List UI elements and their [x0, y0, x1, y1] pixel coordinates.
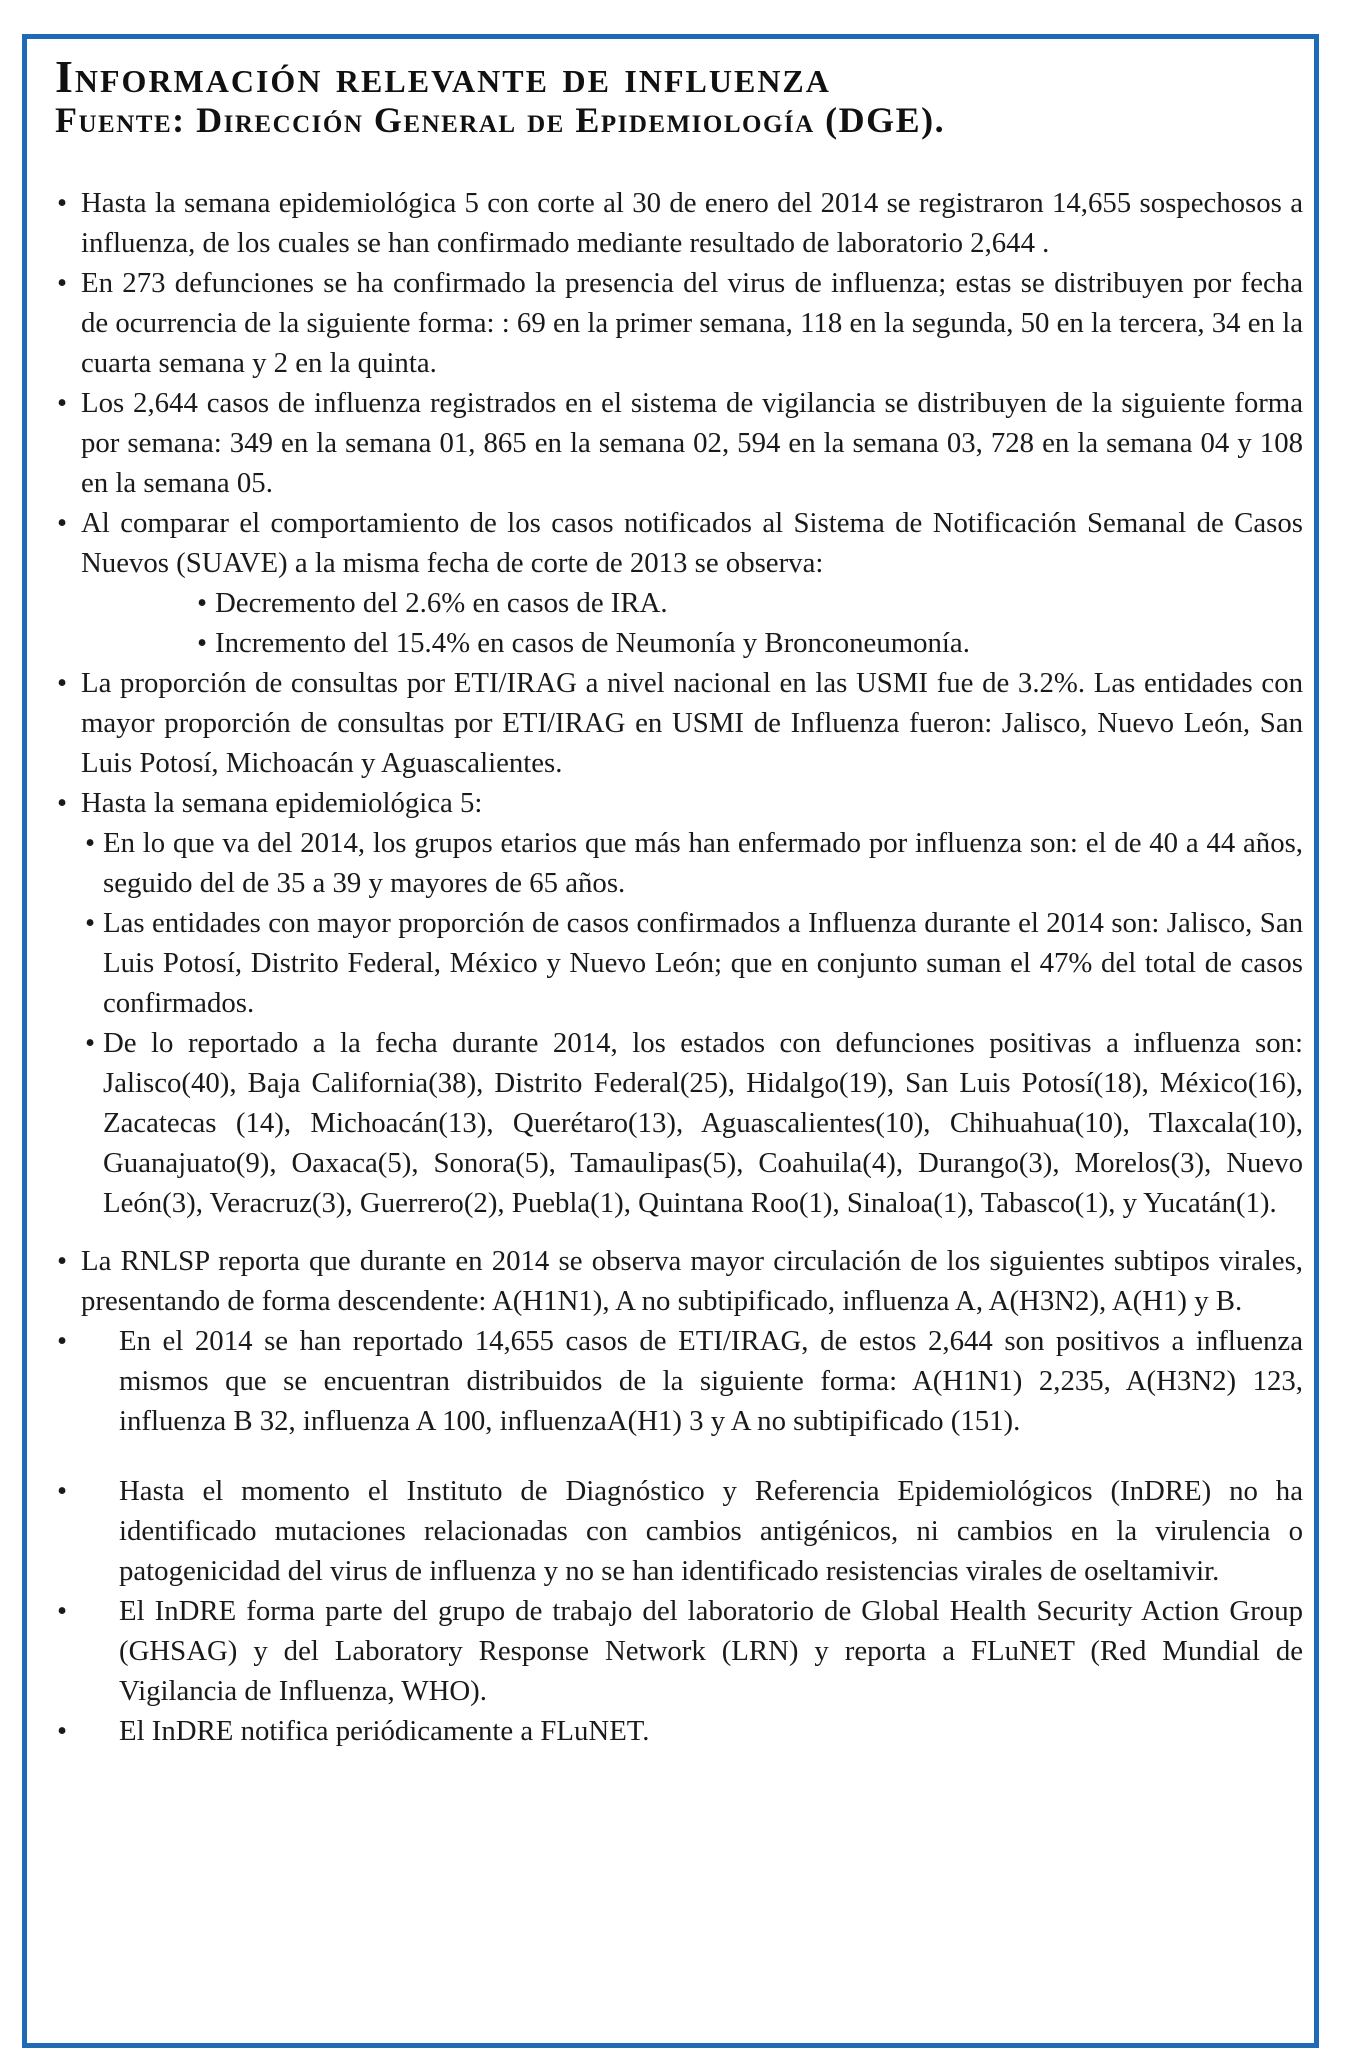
sub-list-item	[195, 583, 1303, 623]
panel-content	[55, 53, 1303, 1751]
list-item	[55, 183, 1303, 263]
list-item	[55, 1591, 1303, 1711]
bullet-icon: •	[85, 907, 96, 939]
list-item-text: El InDRE notifica periódicamente a FLuNET.	[119, 1715, 650, 1747]
list-item	[55, 1711, 1303, 1751]
bullet-icon: •	[57, 1475, 68, 1507]
bullet-list	[55, 183, 1303, 1751]
list-item-text: La proporción de consultas por ETI/IRAG a nivel nacional en las USMI fue de 3.2%. Las entidades con mayor proporción de consultas por ETI/IRAG en USMI de Influenza fueron: Jalisco, Nuevo León, San Luis Potosí, Michoacán y Aguascalientes.	[81, 667, 1303, 779]
bullet-icon: •	[57, 787, 68, 819]
list-item-text: La RNLSP reporta que durante en 2014 se observa mayor circulación de los siguientes subtipos virales, presentando de forma descendente: A(H1N1), A no subtipificado, influenza A, A(H3N2), A(H1) y B.	[81, 1245, 1303, 1317]
list-item-text: De lo reportado a la fecha durante 2014, los estados con defunciones positivas a influenza son: Jalisco(40), Baja California(38), Distrito Federal(25), Hidalgo(19), San Luis Potosí(18), México(16), Zacatecas (14), Michoacán(13), Querétaro(13), Aguascalientes(10), Chihuahua(10), Tlaxcala(10), Guanajuato(9), Oaxaca(5), Sonora(5), Tamaulipas(5), Coahuila(4), Durango(3), Morelos(3), Nuevo León(3), Veracruz(3), Guerrero(2), Puebla(1), Quintana Roo(1), Sinaloa(1), Tabasco(1), y Yucatán(1).	[103, 1027, 1303, 1219]
list-item-text: Hasta el momento el Instituto de Diagnóstico y Referencia Epidemiológicos (InDRE) no ha identificado mutaciones relacionadas con cambios antigénicos, ni cambios en la virulencia o patogenicidad del virus de influenza y no se han identificado resistencias virales de oseltamivir.	[119, 1475, 1303, 1587]
list-item	[55, 263, 1303, 383]
list-item-text: Los 2,644 casos de influenza registrados en el sistema de vigilancia se distribuyen de la siguiente forma por semana: 349 en la semana 01, 865 en la semana 02, 594 en la semana 03, 728 en la semana 04 y 108 en la semana 05.	[81, 387, 1303, 499]
list-item-text: Hasta la semana epidemiológica 5:	[81, 787, 483, 819]
bullet-icon: •	[57, 507, 68, 539]
bullet-icon: •	[85, 827, 96, 859]
source-subtitle: Fuente: Dirección General de Epidemiología (DGE).	[55, 100, 946, 140]
bullet-icon: •	[57, 267, 68, 299]
list-item	[55, 1241, 1303, 1321]
bullet-icon: •	[197, 587, 208, 619]
list-item-text: Incremento del 15.4% en casos de Neumonía y Bronconeumonía.	[215, 627, 970, 659]
list-item-text: Hasta la semana epidemiológica 5 con corte al 30 de enero del 2014 se registraron 14,655 sospechosos a influenza, de los cuales se han confirmado mediante resultado de laboratorio 2,644 .	[81, 187, 1303, 259]
bullet-icon: •	[57, 387, 68, 419]
sub-list-item	[195, 623, 1303, 663]
bullet-icon: •	[57, 1325, 68, 1357]
list-item-text: En lo que va del 2014, los grupos etarios que más han enfermado por influenza son: el de 40 a 44 años, seguido del de 35 a 39 y mayores de 65 años.	[103, 827, 1303, 899]
list-item	[55, 1471, 1303, 1591]
list-item-text: El InDRE forma parte del grupo de trabajo del laboratorio de Global Health Security Action Group (GHSAG) y del Laboratory Response Network (LRN) y reporta a FLuNET (Red Mundial de Vigilancia de Influenza, WHO).	[119, 1595, 1303, 1707]
bullet-icon: •	[57, 187, 68, 219]
sub-list-item	[83, 823, 1303, 903]
list-item-text: Las entidades con mayor proporción de casos confirmados a Influenza durante el 2014 son: Jalisco, San Luis Potosí, Distrito Federal, México y Nuevo León; que en conjunto suman el 47% del total de casos confirmados.	[103, 907, 1303, 1019]
list-item	[55, 503, 1303, 583]
list-item	[55, 783, 1303, 823]
bullet-icon: •	[57, 1595, 68, 1627]
page-title: Información relevante de influenza	[55, 51, 831, 102]
sub-list-item	[83, 1023, 1303, 1223]
bullet-icon: •	[57, 1245, 68, 1277]
list-item-text: Al comparar el comportamiento de los casos notificados al Sistema de Notificación Semanal de Casos Nuevos (SUAVE) a la misma fecha de corte de 2013 se observa:	[81, 507, 1303, 579]
bullet-icon: •	[57, 1715, 68, 1747]
bullet-icon: •	[197, 627, 208, 659]
bullet-icon: •	[85, 1027, 96, 1059]
list-item	[55, 663, 1303, 783]
list-item	[55, 383, 1303, 503]
bullet-icon: •	[57, 667, 68, 699]
list-item-text: En 273 defunciones se ha confirmado la presencia del virus de influenza; estas se distribuyen por fecha de ocurrencia de la siguiente forma: : 69 en la primer semana, 118 en la segunda, 50 en la tercera, 34 en la cuarta semana y 2 en la quinta.	[81, 267, 1303, 379]
list-item-text: En el 2014 se han reportado 14,655 casos de ETI/IRAG, de estos 2,644 son positivos a influenza mismos que se encuentran distribuidos de la siguiente forma: A(H1N1) 2,235, A(H3N2) 123, influenza B 32, influenza A 100, influenzaA(H1) 3 y A no subtipificado (151).	[119, 1325, 1303, 1437]
info-panel	[22, 34, 1319, 2048]
list-item	[55, 1321, 1303, 1441]
sub-list-item	[83, 903, 1303, 1023]
list-item-text: Decremento del 2.6% en casos de IRA.	[215, 587, 668, 619]
